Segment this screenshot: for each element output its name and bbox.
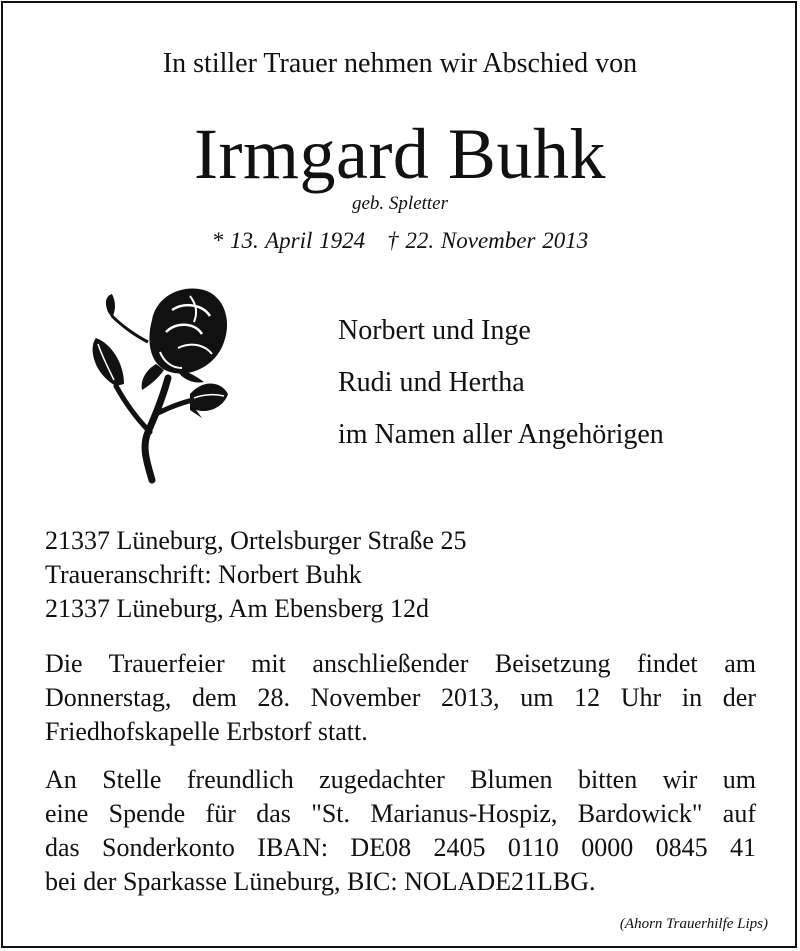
address-block <box>45 524 466 626</box>
ceremony-paragraph <box>45 647 756 749</box>
death-date: † 22. November 2013 <box>387 228 589 253</box>
mourner-line: Rudi und Hertha <box>338 367 525 398</box>
ceremony-line: Die Trauerfeier mit anschließender Beisetzung findet am <box>45 649 756 678</box>
donation-paragraph <box>45 763 756 899</box>
mourners-list <box>338 309 664 465</box>
donation-line: das Sonderkonto IBAN: DE08 2405 0110 0000 0845 41 <box>45 833 756 862</box>
undertaker-credit: (Ahorn Trauerhilfe Lips) <box>619 916 768 932</box>
life-dates <box>0 226 800 256</box>
donation-line: An Stelle freundlich zugedachter Blumen bitten wir um <box>45 765 756 794</box>
mourner-line: Norbert und Inge <box>338 315 531 346</box>
ceremony-line: Friedhofskapelle Erbstorf statt. <box>45 717 368 746</box>
birth-date: * 13. April 1924 <box>211 228 366 253</box>
address-line: 21337 Lüneburg, Ortelsburger Straße 25 <box>45 526 467 555</box>
address-line: 21337 Lüneburg, Am Ebensberg 12d <box>45 594 429 623</box>
donation-line: bei der Sparkasse Lüneburg, BIC: NOLADE21LBG. <box>45 867 596 896</box>
rose-icon <box>86 282 236 487</box>
ceremony-line: Donnerstag, dem 28. November 2013, um 12 Uhr in der <box>45 683 756 712</box>
maiden-name: geb. Spletter <box>351 193 449 214</box>
mourner-line: im Namen aller Angehörigen <box>338 419 664 450</box>
donation-line: eine Spende für das "St. Marianus-Hospiz, Bardowick" auf <box>45 799 756 828</box>
intro-line: In stiller Trauer nehmen wir Abschied von <box>162 48 638 79</box>
deceased-name: Irmgard Buhk <box>194 114 606 194</box>
address-line: Traueranschrift: Norbert Buhk <box>45 560 362 589</box>
